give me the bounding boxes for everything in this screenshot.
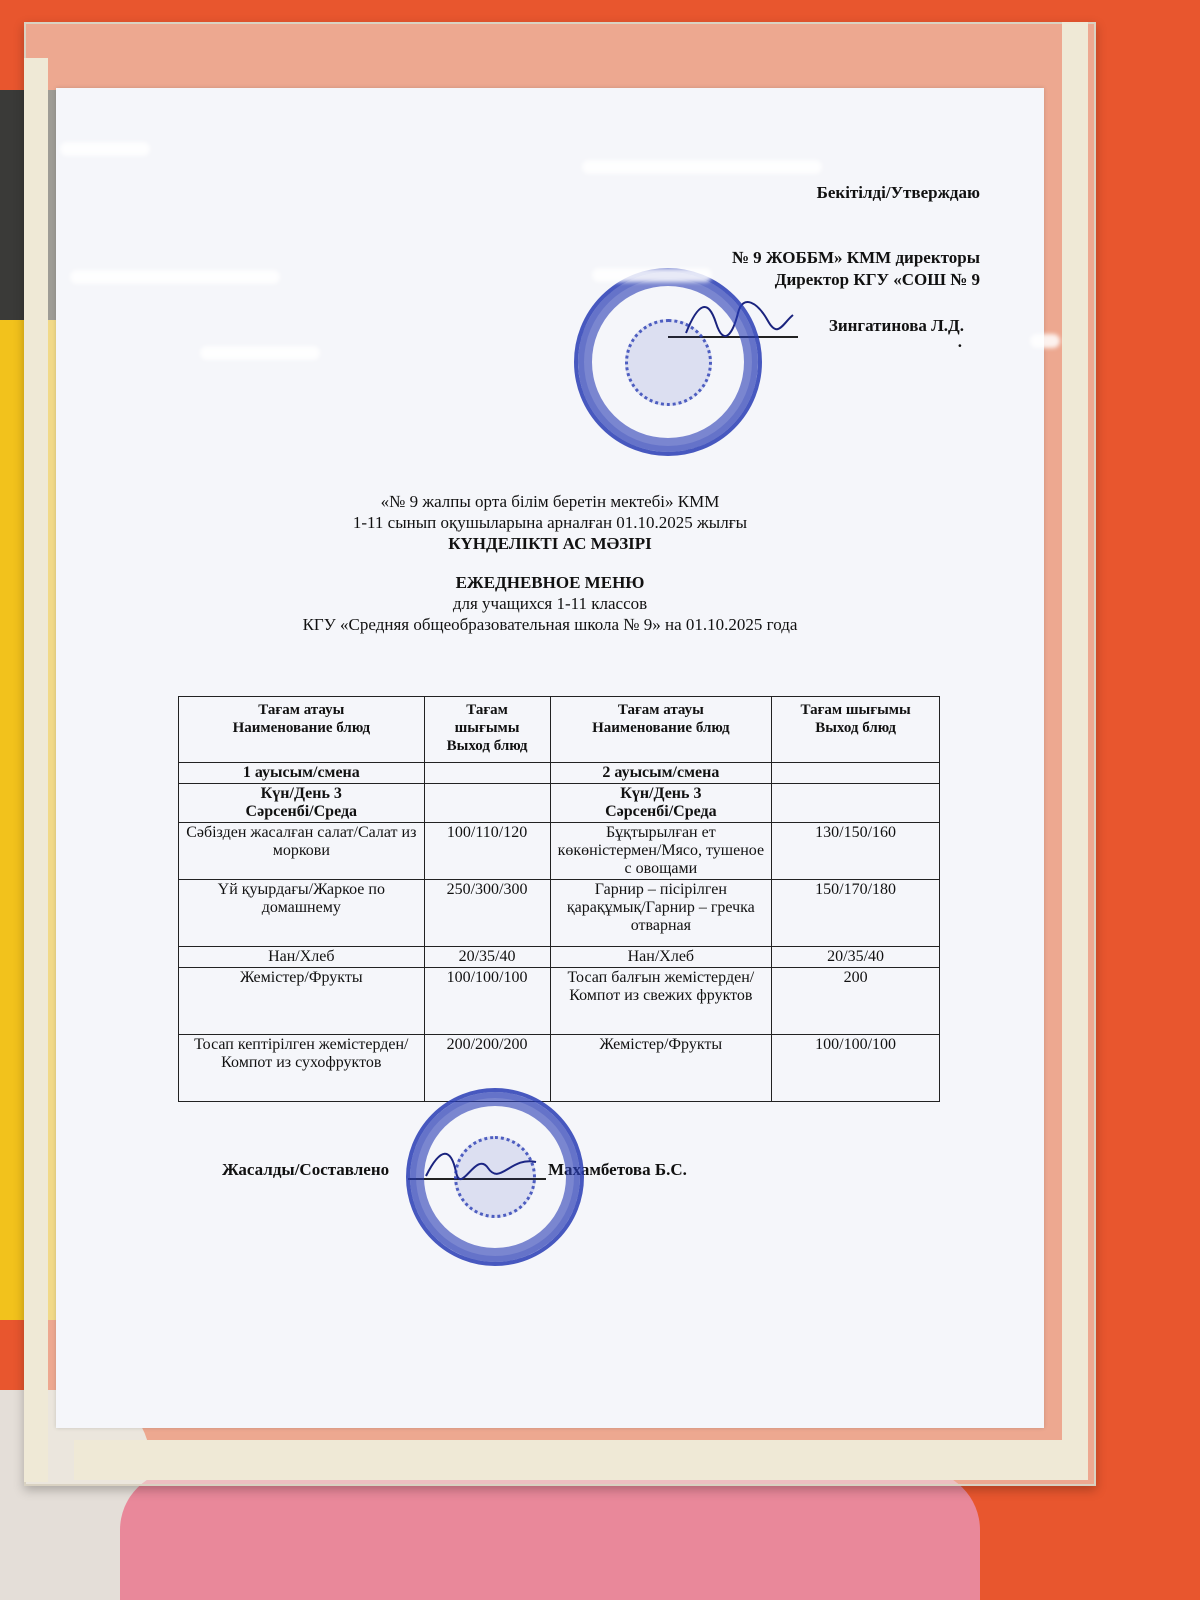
dish-cell: Бұқтырылған ет көкөністермен/Мясо, тушеное с овощами [550, 823, 772, 880]
school-name-kz: «№ 9 жалпы орта білім беретін мектебі» КММ [380, 492, 720, 511]
table-row [179, 947, 940, 968]
shift-row [179, 763, 940, 784]
portion-cell: 100/110/120 [424, 823, 550, 880]
dish-cell: Жемістер/Фрукты [179, 968, 425, 1035]
light-glare [1030, 334, 1060, 348]
sleeve-rim-left [24, 58, 48, 1482]
light-glare [200, 346, 320, 360]
header-dish-name-1: Тағам атауы Наименование блюд [179, 697, 425, 763]
portion-cell: 20/35/40 [772, 947, 940, 968]
compiled-by-label: Жасалды/Составлено [222, 1160, 390, 1179]
dish-cell: Сәбізден жасалған салат/Салат из моркови [179, 823, 425, 880]
approval-title-kz: № 9 ЖОББМ» КММ директоры [731, 248, 980, 267]
light-glare [582, 160, 822, 174]
day-2-empty [772, 784, 940, 823]
background-pink-shape [120, 1470, 980, 1600]
light-glare [592, 268, 712, 282]
sleeve-rim-bottom [74, 1440, 1088, 1480]
dish-cell: Нан/Хлеб [550, 947, 772, 968]
table-row [179, 880, 940, 947]
seal-emblem [625, 319, 712, 406]
approval-label: Бекітілді/Утверждаю [816, 183, 980, 202]
header-dish-name-2: Тағам атауы Наименование блюд [550, 697, 772, 763]
portion-cell: 200/200/200 [424, 1035, 550, 1102]
shift-2-empty [772, 763, 940, 784]
seal-center [454, 1136, 537, 1219]
dish-cell: Тосап кептірілген жемістерден/Компот из сухофруктов [179, 1035, 425, 1102]
approval-title-ru: Директор КГУ «СОШ № 9 [774, 270, 980, 289]
light-glare [70, 270, 280, 284]
portion-cell: 200 [772, 968, 940, 1035]
entrepreneur-seal [406, 1088, 584, 1266]
day-1-label: Күн/День 3 Сәрсенбі/Среда [179, 784, 425, 823]
portion-cell: 100/100/100 [772, 1035, 940, 1102]
day-2-label: Күн/День 3 Сәрсенбі/Среда [550, 784, 772, 823]
sleeve-rim-right [1062, 22, 1088, 1462]
director-name: Зингатинова Л.Д. [828, 316, 964, 335]
dish-cell: Үй қуырдағы/Жаркое по домашнему [179, 880, 425, 947]
dish-cell: Нан/Хлеб [179, 947, 425, 968]
dish-cell: Тосап балғын жемістерден/Компот из свежих фруктов [550, 968, 772, 1035]
table-row [179, 968, 940, 1035]
shift-2-label: 2 ауысым/смена [550, 763, 772, 784]
light-glare [60, 142, 150, 156]
school-name-ru: КГУ «Средняя общеобразовательная школа № 9» на 01.10.2025 года [302, 615, 798, 634]
approval-dot: . [957, 332, 962, 351]
menu-description-ru: для учащихся 1-11 классов [452, 594, 648, 613]
menu-table [178, 696, 940, 1102]
dish-cell: Жемістер/Фрукты [550, 1035, 772, 1102]
header-portion-2: Тағам шығымы Выход блюд [772, 697, 940, 763]
menu-title-kz: КҮНДЕЛІКТІ АС МӘЗІРІ [448, 534, 652, 553]
table-row [179, 1035, 940, 1102]
header-portion-1: Тағам шығымы Выход блюд [424, 697, 550, 763]
day-1-empty [424, 784, 550, 823]
table-header-row [179, 697, 940, 763]
portion-cell: 250/300/300 [424, 880, 550, 947]
portion-cell: 130/150/160 [772, 823, 940, 880]
menu-sheet [56, 88, 1044, 1428]
table-row [179, 823, 940, 880]
shift-1-empty [424, 763, 550, 784]
menu-description-kz: 1-11 сынып оқушыларына арналған 01.10.2025 жылғы [352, 513, 748, 532]
portion-cell: 100/100/100 [424, 968, 550, 1035]
portion-cell: 20/35/40 [424, 947, 550, 968]
menu-title-ru: ЕЖЕДНЕВНОЕ МЕНЮ [455, 573, 645, 592]
dish-cell: Гарнир – пісірілген қарақұмық/Гарнир – гречка отварная [550, 880, 772, 947]
school-seal [574, 268, 762, 456]
menu-titles [56, 491, 1044, 635]
portion-cell: 150/170/180 [772, 880, 940, 947]
day-row [179, 784, 940, 823]
compiler-name: Махамбетова Б.С. [548, 1160, 687, 1179]
shift-1-label: 1 ауысым/смена [179, 763, 425, 784]
